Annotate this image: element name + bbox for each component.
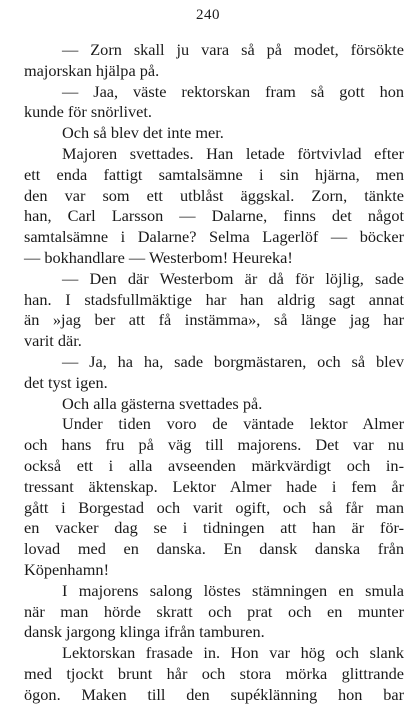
text-line: ett enda fattigt samtalsämne i sin hjärna, men: [24, 164, 404, 184]
text-line: — bokhandlare — Westerbom! Heureka!: [24, 247, 293, 267]
text-line: I majorens salong löstes stämningen en smula: [62, 580, 404, 600]
text-line: också ett i alla avseenden märkvärdigt och in-: [24, 455, 404, 475]
text-line: tressant äktenskap. Lektor Almer hade i fem år: [24, 476, 404, 496]
text-line: — Jaa, väste rektorskan fram så gott hon: [62, 81, 404, 101]
text-line: dansk jargong klinga ifrån tamburen.: [24, 622, 265, 642]
text-line: när man hörde skratt och prat och en munter: [24, 601, 404, 621]
text-line: det tyst igen.: [24, 372, 108, 392]
text-line: — Den där Westerbom är då för löjlig, sade: [62, 268, 404, 288]
text-line: samtalsämne i Dalarne? Selma Lagerlöf — böcker: [24, 227, 404, 247]
text-line: majorskan hjälpa på.: [24, 60, 160, 80]
text-line: och hans fru på väg till majorens. Det var nu: [24, 435, 404, 455]
text-line: gått i Borgestad och varit ogift, och så får man: [24, 497, 404, 517]
text-line: varit där.: [24, 331, 82, 351]
text-line: lovad med en danska. En dansk danska från: [24, 539, 404, 559]
text-line: — Ja, ha ha, sade borgmästaren, och så blev: [62, 351, 404, 371]
text-line: kunde för snörlivet.: [24, 102, 152, 122]
text-line: Köpenhamn!: [24, 559, 109, 579]
text-line: — Zorn skall ju vara så på modet, försökte: [62, 40, 404, 59]
text-line: Och så blev det inte mer.: [62, 123, 224, 143]
text-line: ögon. Maken till den supéklänning hon bar: [24, 684, 404, 704]
text-line: än »jag ber att få instämma», så länge jag har: [24, 310, 404, 330]
text-line: Lektorskan frasade in. Hon var hög och slank: [62, 643, 404, 663]
page-number: 240: [196, 7, 220, 23]
text-line: Majoren svettades. Han letade förtvivlad efter: [62, 143, 404, 163]
text-line: han. I stadsfullmäktige har han aldrig sagt annat: [24, 289, 404, 309]
text-line: en vacker dag se i tidningen att han är för-: [24, 518, 404, 538]
body-text: [24, 40, 404, 706]
text-line: Under tiden voro de väntade lektor Almer: [62, 414, 404, 434]
text-line: den var som ett utblåst äggskal. Zorn, tänkte: [24, 185, 404, 205]
text-line: med tjockt brunt hår och stora mörka glittrande: [24, 663, 404, 683]
text-line: Och alla gästerna svettades på.: [62, 393, 263, 413]
text-line: han, Carl Larsson — Dalarne, finns det något: [24, 206, 404, 226]
